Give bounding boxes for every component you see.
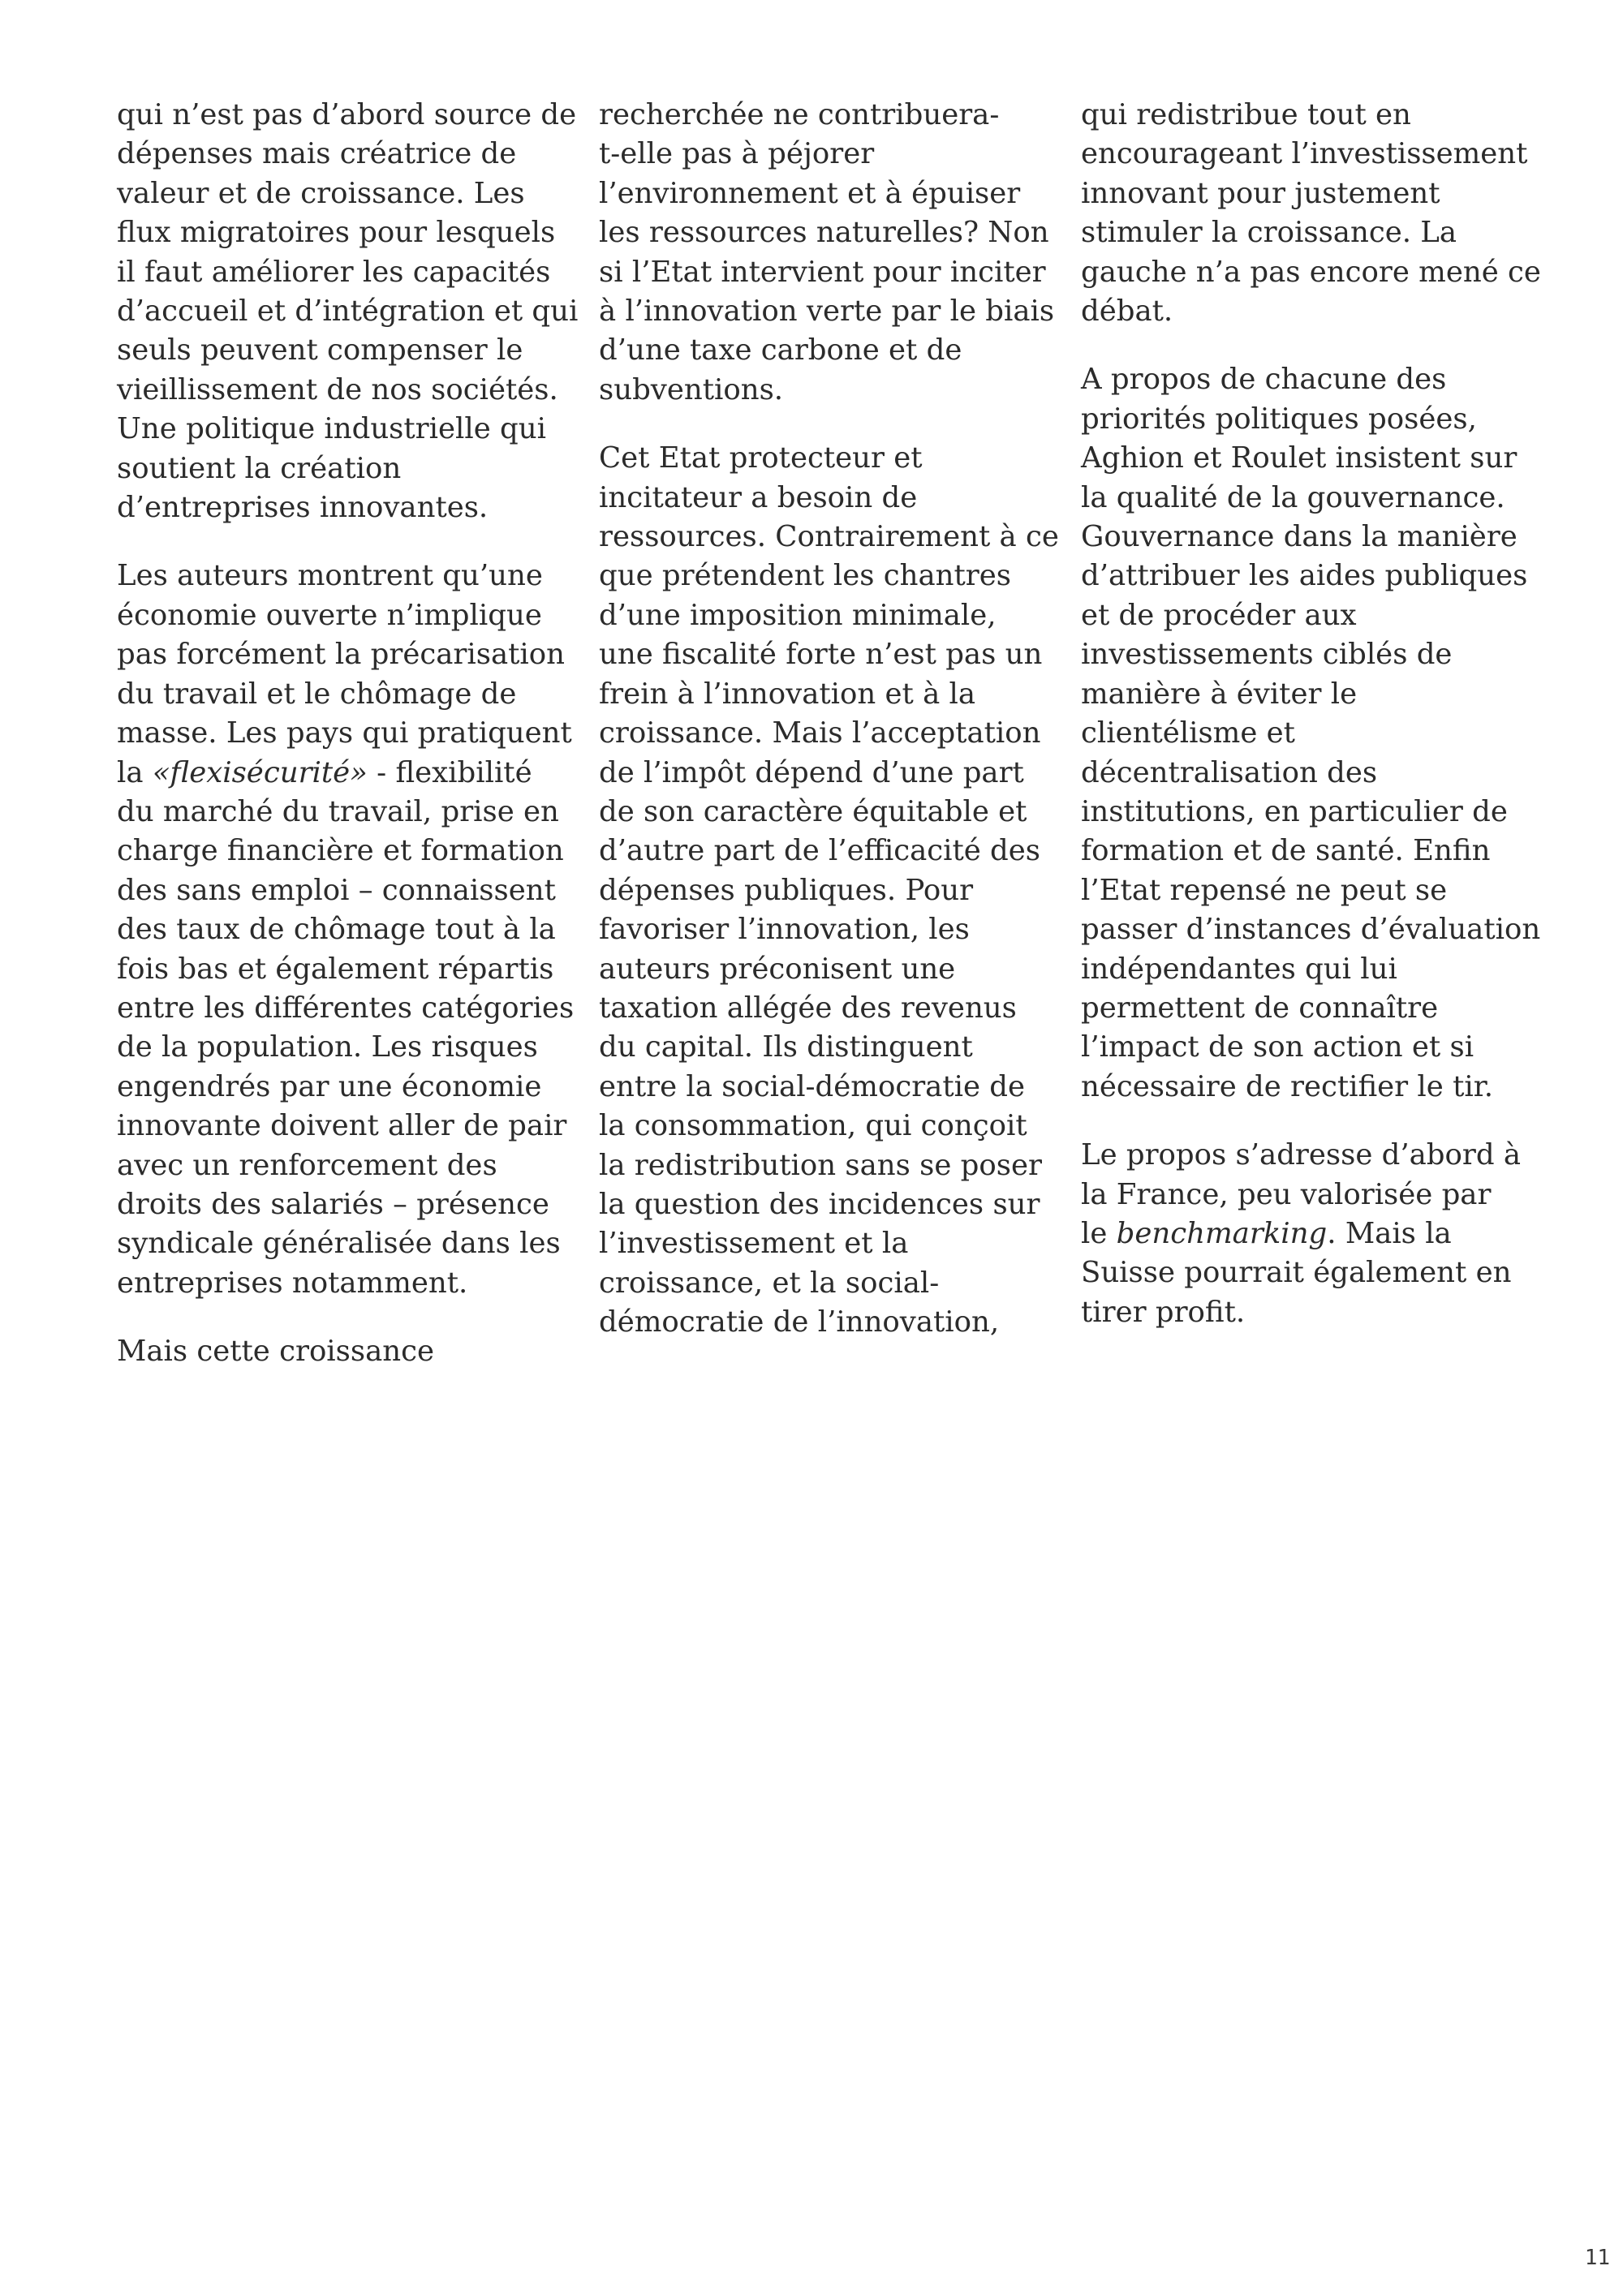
text-line: Aghion et Roulet insistent sur: [1081, 441, 1518, 475]
text-line: d’entreprises innovantes.: [117, 491, 489, 525]
text-line: Suisse pourrait également en: [1081, 1256, 1512, 1290]
text-line: taxation allégée des revenus: [599, 991, 1017, 1025]
text-column-1: [117, 96, 579, 1401]
text-line: la France, peu valorisée par: [1081, 1177, 1492, 1211]
text-line: qui n’est pas d’abord source de: [117, 98, 577, 131]
text-line: Une politique industrielle qui: [117, 412, 546, 446]
text-line: l’investissement et la: [599, 1227, 909, 1261]
text-line: innovant pour justement: [1081, 176, 1440, 210]
text-line: avec un renforcement des: [117, 1148, 497, 1182]
text-line: et de procéder aux: [1081, 598, 1357, 632]
paragraph: [1081, 96, 1541, 331]
text-line: de l’impôt dépend d’une part: [599, 755, 1024, 789]
text-line: institutions, en particulier de: [1081, 794, 1508, 828]
text-line: économie ouverte n’implique: [117, 598, 542, 632]
text-line: la consommation, qui conçoit: [599, 1109, 1027, 1143]
text-line: les ressources naturelles? Non: [599, 216, 1049, 250]
text-fragment: - flexibilité: [367, 755, 532, 789]
text-line: permettent de connaître: [1081, 991, 1439, 1025]
text-line: d’accueil et d’intégration et qui: [117, 295, 579, 329]
text-column-3: [1081, 96, 1541, 1361]
text-fragment: . Mais la: [1327, 1216, 1452, 1250]
text-line: si l’Etat intervient pour inciter: [599, 255, 1046, 289]
paragraph: [1081, 360, 1541, 1107]
text-line: nécessaire de rectifier le tir.: [1081, 1069, 1494, 1103]
text-line: Les auteurs montrent qu’une: [117, 559, 543, 593]
text-line: entre les différentes catégories: [117, 991, 575, 1025]
text-line: fois bas et également répartis: [117, 952, 554, 986]
text-line: incitateur a besoin de: [599, 480, 918, 514]
paragraph: [117, 557, 575, 1303]
text-line: masse. Les pays qui pratiquent: [117, 716, 572, 750]
text-line: frein à l’innovation et à la: [599, 677, 976, 711]
text-line: dépenses mais créatrice de: [117, 137, 517, 171]
text-line: à l’innovation verte par le biais: [599, 295, 1055, 329]
text-line: de la population. Les risques: [117, 1030, 538, 1064]
text-line: l’impact de son action et si: [1081, 1030, 1474, 1064]
text-line: du marché du travail, prise en: [117, 794, 559, 828]
paragraph: [1081, 1136, 1535, 1332]
text-line: décentralisation des: [1081, 755, 1378, 789]
text-line: valeur et de croissance. Les: [117, 176, 525, 210]
text-line: gauche n’a pas encore mené ce: [1081, 255, 1541, 289]
text-line: du travail et le chômage de: [117, 677, 517, 711]
text-line: entreprises notamment.: [117, 1266, 468, 1300]
text-line: que prétendent les chantres: [599, 559, 1011, 593]
text-line: passer d’instances d’évaluation: [1081, 913, 1541, 947]
paragraph: [117, 96, 579, 527]
text-fragment: le: [1081, 1216, 1117, 1250]
text-line: innovante doivent aller de pair: [117, 1109, 567, 1143]
text-line: de son caractère équitable et: [599, 794, 1027, 828]
page-number: 11: [1584, 2246, 1610, 2270]
text-line: il faut améliorer les capacités: [117, 255, 551, 289]
text-line: flux migratoires pour lesquels: [117, 216, 556, 250]
text-line: des taux de chômage tout à la: [117, 913, 556, 947]
text-line: favoriser l’innovation, les: [599, 913, 970, 947]
text-line: d’une imposition minimale,: [599, 598, 997, 632]
text-line: encourageant l’investissement: [1081, 137, 1528, 171]
text-line: subventions.: [599, 372, 784, 406]
paragraph: [599, 439, 1059, 1342]
text-line: investissements ciblés de: [1081, 638, 1453, 672]
text-line: auteurs préconisent une: [599, 952, 956, 986]
text-line: ressources. Contrairement à ce: [599, 520, 1059, 554]
text-line: soutient la création: [117, 451, 402, 485]
text-line: pas forcément la précarisation: [117, 638, 565, 672]
italic-term: «flexisécurité»: [152, 755, 368, 789]
text-line: l’Etat repensé ne peut se: [1081, 873, 1448, 907]
text-line: des sans emploi – connaissent: [117, 873, 556, 907]
text-line: croissance. Mais l’acceptation: [599, 716, 1041, 750]
text-line: seuls peuvent compenser le: [117, 333, 523, 368]
paragraph: [599, 96, 1053, 410]
text-line: la qualité de la gouvernance.: [1081, 480, 1505, 514]
text-line: [117, 754, 571, 793]
text-line: débat.: [1081, 295, 1173, 329]
text-line: d’autre part de l’efficacité des: [599, 834, 1041, 868]
text-line: Mais cette croissance: [117, 1335, 435, 1369]
text-fragment: la: [117, 755, 153, 789]
text-line: indépendantes qui lui: [1081, 952, 1397, 986]
text-line: engendrés par une économie: [117, 1069, 542, 1103]
text-line: une fiscalité forte n’est pas un: [599, 638, 1043, 672]
text-line: stimuler la croissance. La: [1081, 216, 1457, 250]
text-line: charge financière et formation: [117, 834, 564, 868]
text-line: clientélisme et: [1081, 716, 1295, 750]
text-line: Cet Etat protecteur et: [599, 441, 923, 475]
text-column-2: [599, 96, 1059, 1372]
text-line: Gouvernance dans la manière: [1081, 520, 1518, 554]
text-line: l’environnement et à épuiser: [599, 176, 1021, 210]
text-line: vieillissement de nos sociétés.: [117, 372, 558, 406]
text-line: t-elle pas à péjorer: [599, 137, 875, 171]
text-line: [1081, 1215, 1535, 1253]
text-line: croissance, et la social-: [599, 1266, 940, 1300]
text-line: Le propos s’adresse d’abord à: [1081, 1138, 1522, 1172]
text-line: démocratie de l’innovation,: [599, 1305, 1000, 1339]
text-line: d’attribuer les aides publiques: [1081, 559, 1528, 593]
text-line: priorités politiques posées,: [1081, 402, 1477, 436]
text-line: manière à éviter le: [1081, 677, 1358, 711]
paragraph: [117, 1332, 571, 1371]
text-line: du capital. Ils distinguent: [599, 1030, 973, 1064]
text-line: tirer profit.: [1081, 1295, 1246, 1329]
text-line: recherchée ne contribuera-: [599, 98, 1000, 131]
italic-term: benchmarking: [1116, 1216, 1328, 1250]
text-line: droits des salariés – présence: [117, 1187, 549, 1221]
text-line: qui redistribue tout en: [1081, 98, 1411, 131]
text-line: entre la social-démocratie de: [599, 1069, 1025, 1103]
text-line: d’une taxe carbone et de: [599, 333, 962, 368]
text-line: la question des incidences sur: [599, 1187, 1040, 1221]
text-line: A propos de chacune des: [1081, 363, 1447, 397]
text-line: dépenses publiques. Pour: [599, 873, 974, 907]
text-line: la redistribution sans se poser: [599, 1148, 1042, 1182]
text-line: formation et de santé. Enfin: [1081, 834, 1491, 868]
text-line: syndicale généralisée dans les: [117, 1227, 561, 1261]
